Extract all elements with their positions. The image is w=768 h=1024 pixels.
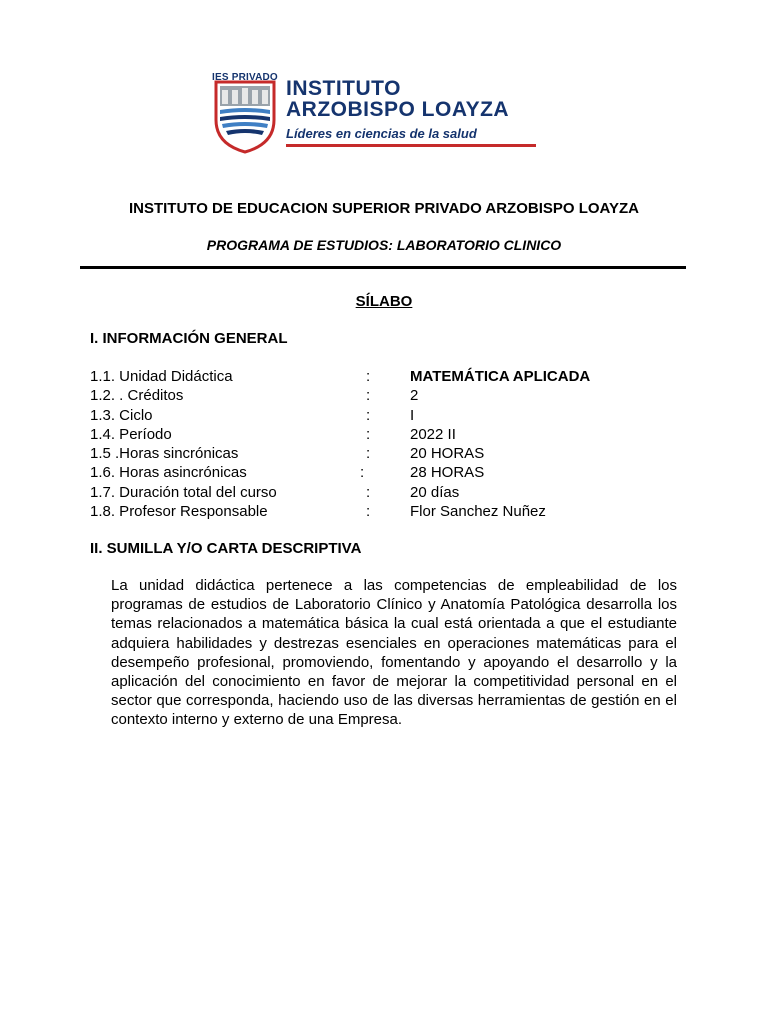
info-label: 1.1. Unidad Didáctica <box>90 368 233 385</box>
info-colon: : <box>366 483 371 501</box>
info-colon: : <box>366 368 371 385</box>
info-value: Flor Sanchez Nuñez <box>410 503 546 521</box>
info-row <box>90 444 690 463</box>
info-value: MATEMÁTICA APLICADA <box>410 368 591 385</box>
info-value: 28 HORAS <box>410 464 485 482</box>
logo-underline <box>286 144 536 147</box>
info-value: 20 HORAS <box>410 445 485 463</box>
info-colon: : <box>366 406 371 424</box>
info-label: 1.4. Período <box>90 425 172 443</box>
summary-paragraph: La unidad didáctica pertenece a las competencias de empleabilidad de los programas de estudios de Laboratorio Clínico y Anatomía Patológica desarrolla los temas relacionados a matemática básica la cual está orientada a que el estudiante adquiera habilidades y destrezas esenciales en operaciones matemáticas para el desempeño profesional, promoviendo, fomentando y apoyando el desarrollo y la aplicación del conocimiento en favor de mejorar la competitividad personal en el sector que corresponda, haciendo uso de las diversas herramientas de gestión en el contexto interno y externo de una Empresa. <box>111 577 677 729</box>
header-divider <box>80 266 686 269</box>
info-label: 1.5 .Horas sincrónicas <box>90 445 239 463</box>
info-label: 1.7. Duración total del curso <box>90 483 277 501</box>
institute-logo <box>210 68 545 160</box>
logo-tagline: Líderes en ciencias de la salud <box>286 126 477 141</box>
program-title: PROGRAMA DE ESTUDIOS: LABORATORIO CLINICO <box>206 237 562 253</box>
info-row <box>90 386 690 405</box>
section-general-info-heading: I. INFORMACIÓN GENERAL <box>90 330 288 347</box>
document-title: SÍLABO <box>355 293 413 310</box>
institution-name: INSTITUTO DE EDUCACION SUPERIOR PRIVADO ARZOBISPO LOAYZA <box>128 200 640 217</box>
info-value: 2022 II <box>410 425 456 443</box>
info-label: 1.3. Ciclo <box>90 406 153 424</box>
info-row <box>90 463 690 482</box>
general-info-table <box>90 367 690 521</box>
emblem-label: IES PRIVADO <box>212 72 278 83</box>
info-row <box>90 483 690 502</box>
info-colon: : <box>360 464 365 482</box>
info-value: 2 <box>410 387 419 405</box>
info-row <box>90 502 690 521</box>
info-label: 1.8. Profesor Responsable <box>90 503 268 521</box>
info-colon: : <box>366 387 371 405</box>
section-summary-heading: II. SUMILLA Y/O CARTA DESCRIPTIVA <box>90 540 362 557</box>
logo-title-line2: ARZOBISPO LOAYZA <box>286 98 510 121</box>
info-label: 1.6. Horas asincrónicas <box>90 464 247 482</box>
info-row <box>90 367 690 386</box>
info-row <box>90 425 690 444</box>
info-label: 1.2. . Créditos <box>90 387 184 405</box>
info-colon: : <box>366 425 371 443</box>
info-value: 20 días <box>410 483 460 501</box>
info-colon: : <box>366 503 371 521</box>
info-value: I <box>410 406 415 424</box>
info-row <box>90 406 690 425</box>
logo-emblem <box>210 68 280 160</box>
info-colon: : <box>366 445 371 463</box>
logo-title-line1: INSTITUTO <box>286 77 401 100</box>
